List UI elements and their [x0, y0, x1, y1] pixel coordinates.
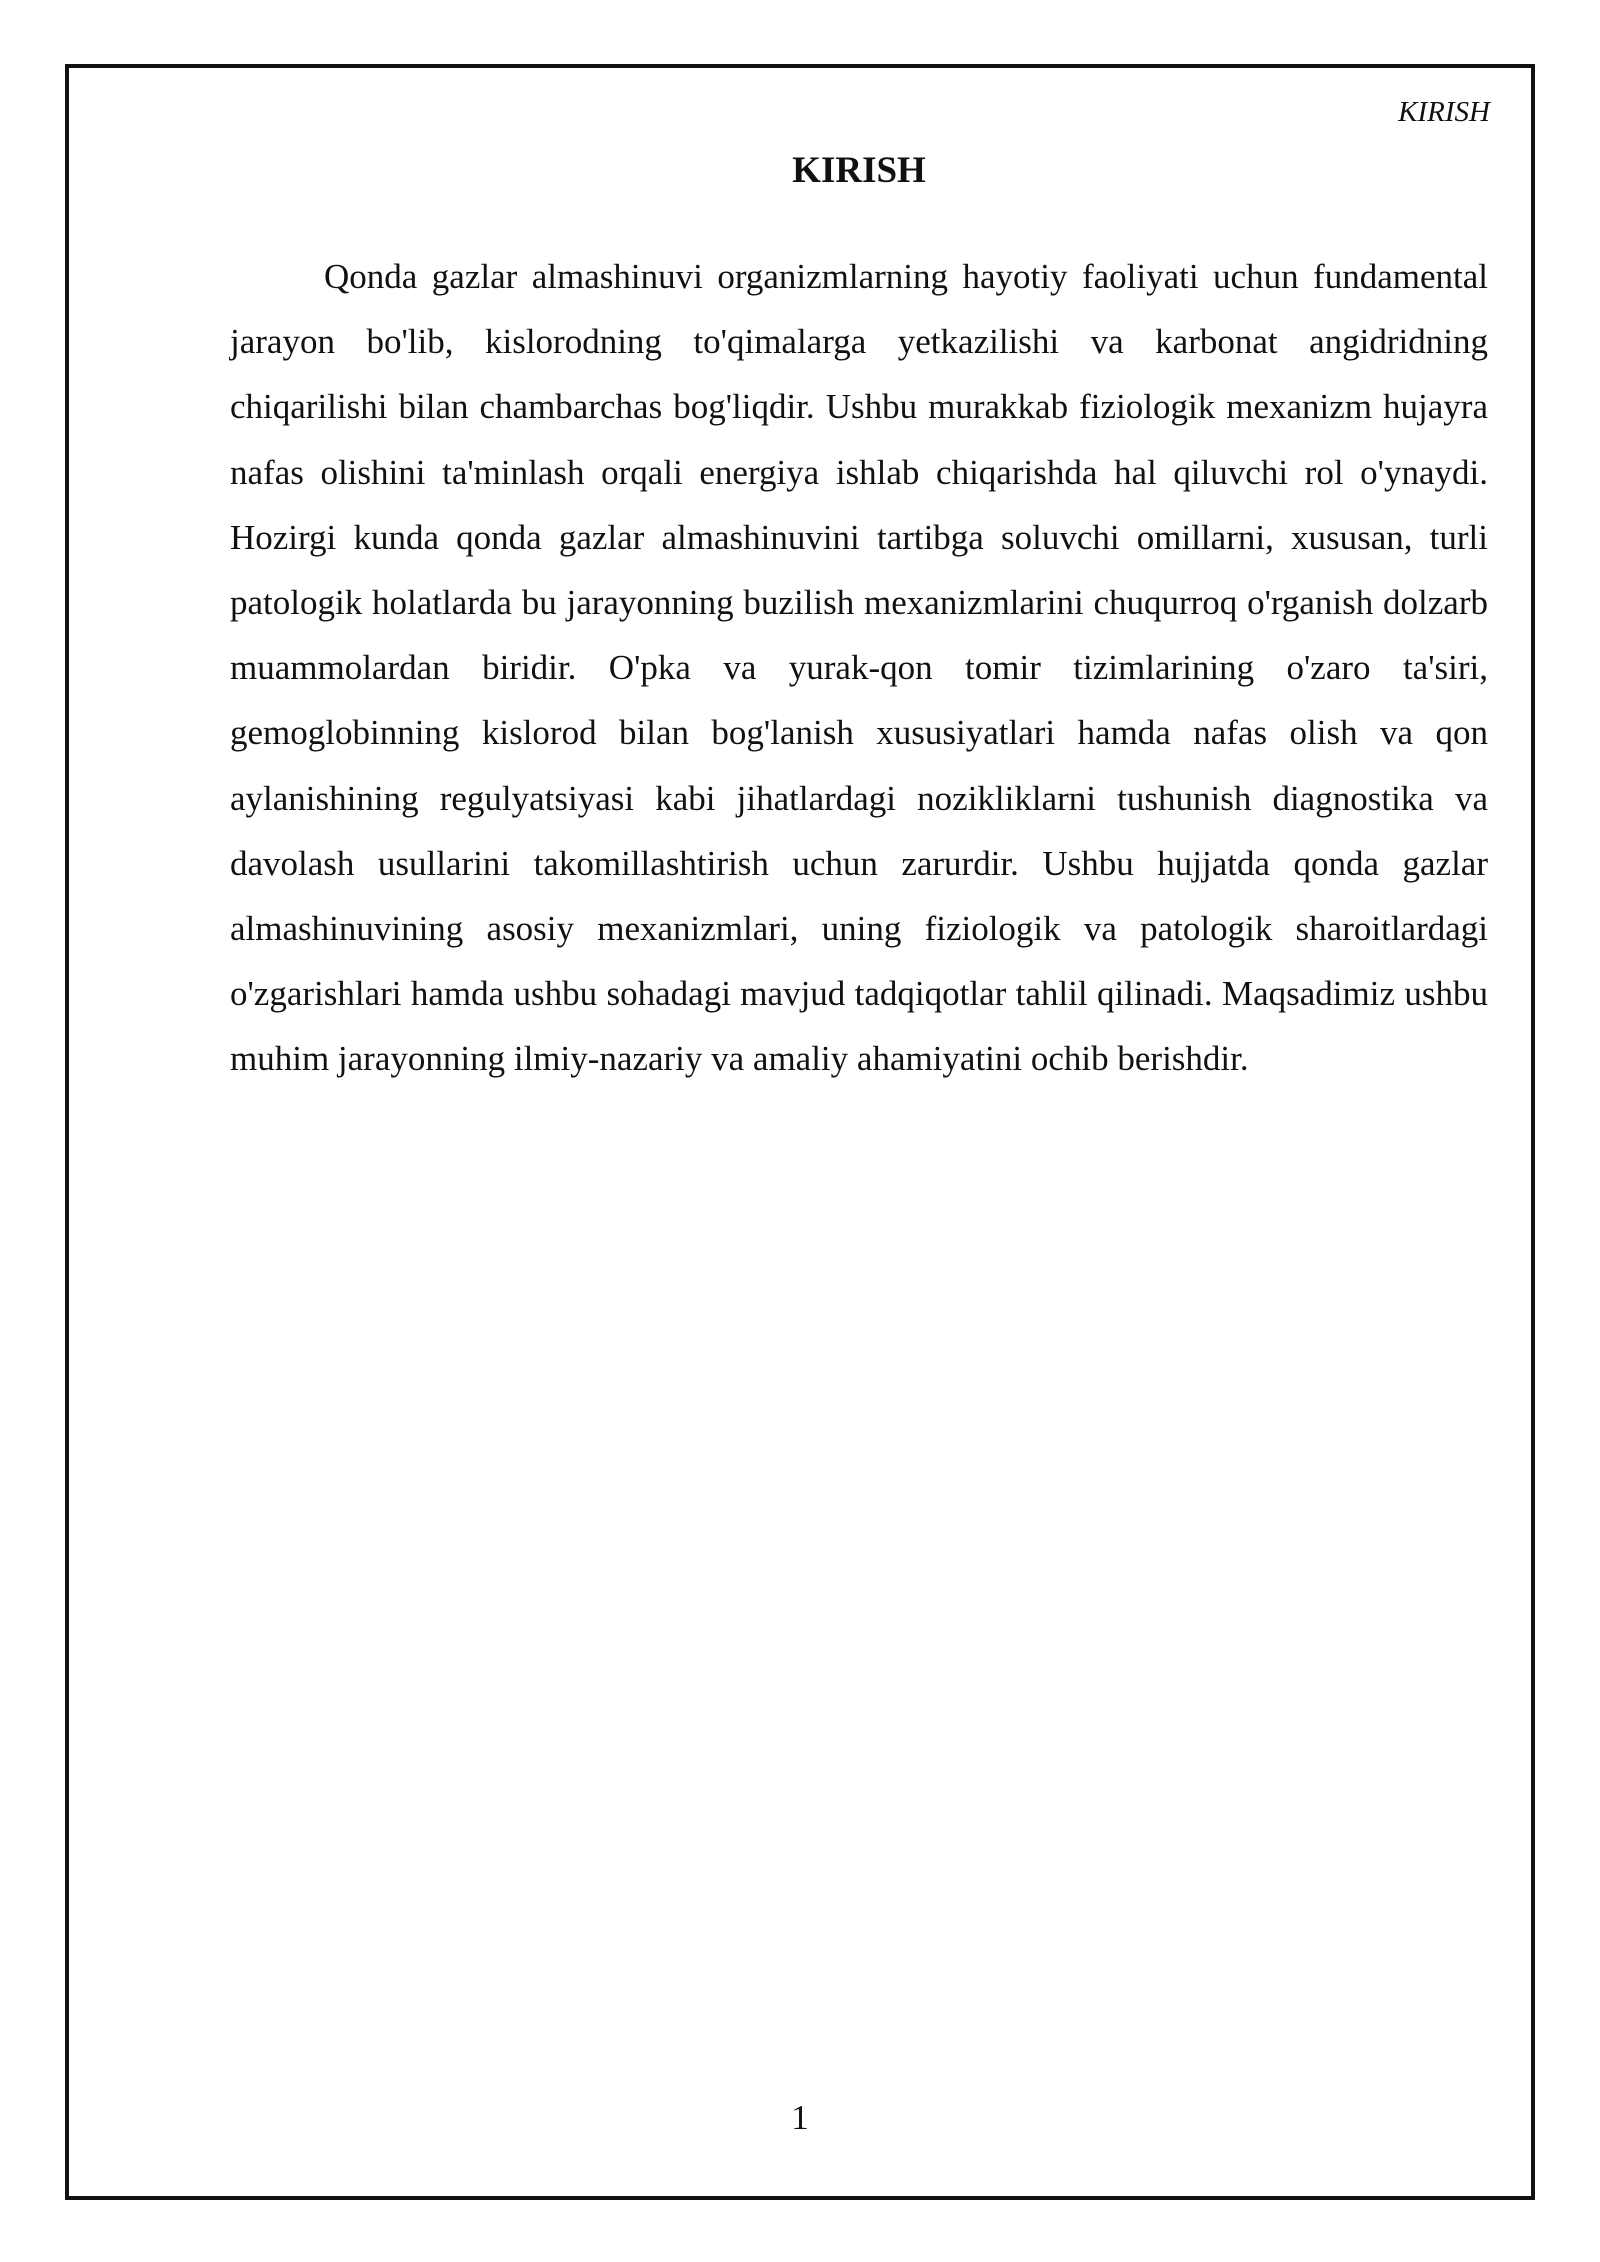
- section-title: KIRISH: [792, 150, 926, 191]
- page-number: 1: [791, 2098, 809, 2137]
- running-header: KIRISH: [1398, 96, 1490, 128]
- body-paragraph: Qonda gazlar almashinuvi organizmlarning hayotiy faoliyati uchun fundamental jarayon bo'lib, kislorodning to'qimalarga yetkazilishi va karbonat angidridning chiqarilishi bilan chambarchas bog'liqdir. Ushbu murakkab fiziologik mexanizm hujayra nafas olishini ta'minlash orqali energiya ishlab chiqarishda hal qiluvchi rol o'ynaydi. Hozirgi kunda qonda gazlar almashinuvini tartibga soluvchi omillarni, xususan, turli patologik holatlarda bu jarayonning buzilish mexanizmlarini chuqurroq o'rganish dolzarb muammolardan biridir. O'pka va yurak-qon tomir tizimlarining o'zaro ta'siri, gemoglobinning kislorod bilan bog'lanish xususiyatlari hamda nafas olish va qon aylanishining regulyatsiyasi kabi jihatlardagi nozikliklarni tushunish diagnostika va davolash usullarini takomillashtirish uchun zarurdir. Ushbu hujjatda qonda gazlar almashinuvining asosiy mexanizmlari, uning fiziologik va patologik sharoitlardagi o'zgarishlari hamda ushbu sohadagi mavjud tadqiqotlar tahlil qilinadi. Maqsadimiz ushbu muhim jarayonning ilmiy-nazariy va amaliy ahamiyatini ochib berishdir.: [230, 257, 1488, 1079]
